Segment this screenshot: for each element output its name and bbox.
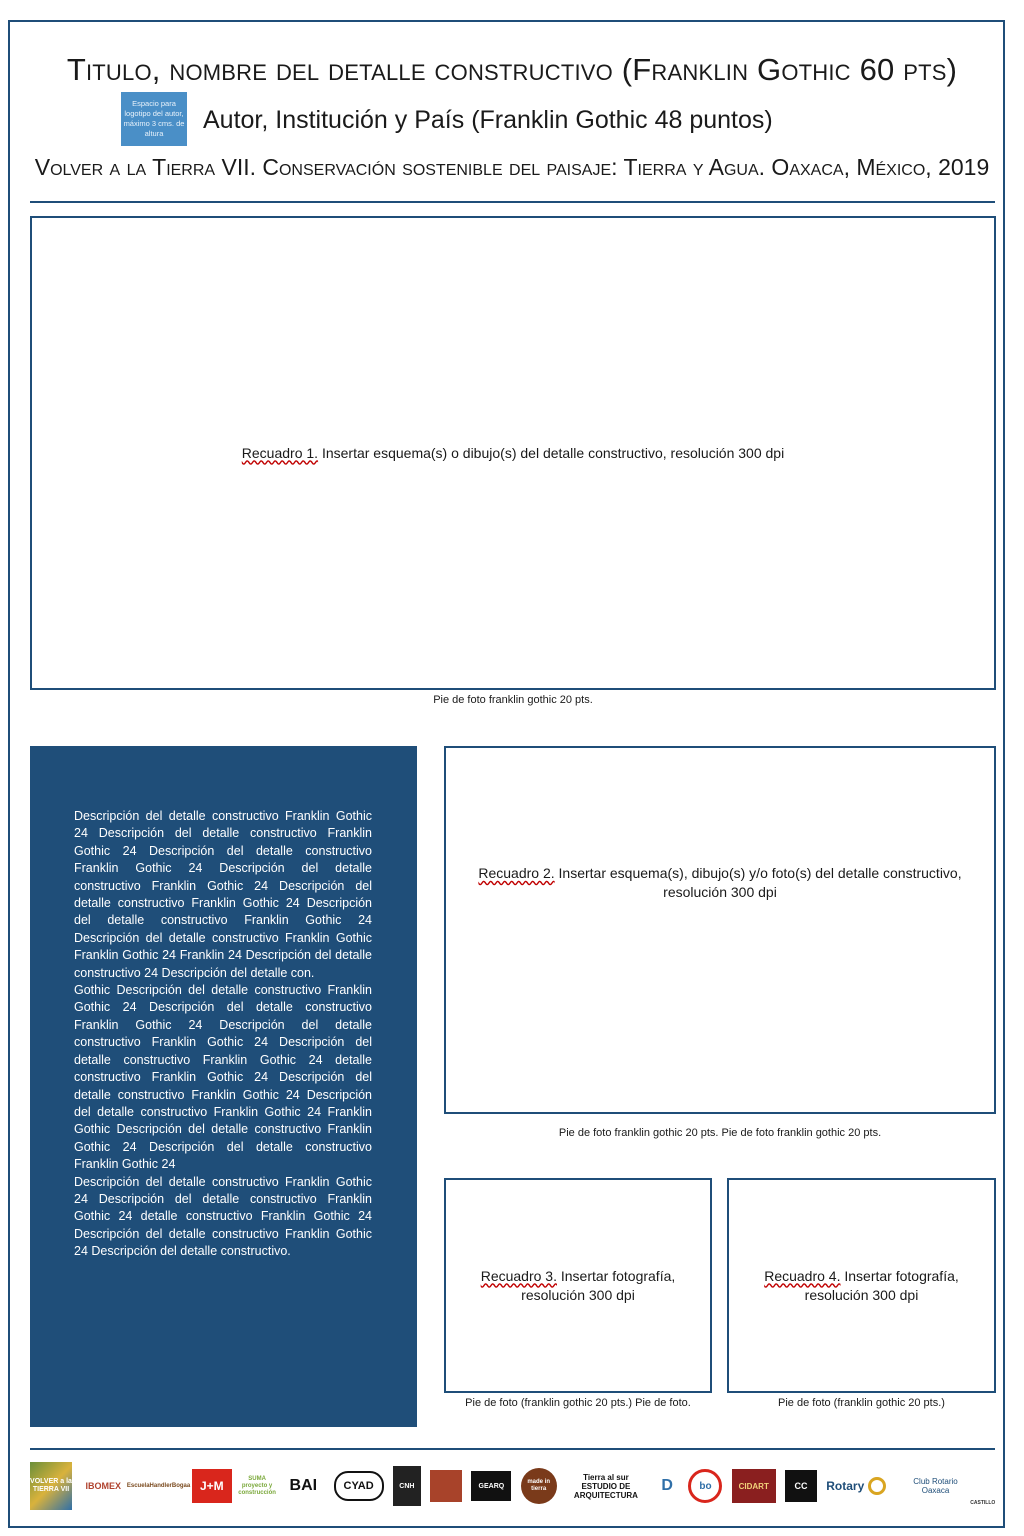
description-text bbox=[74, 808, 372, 1261]
recuadro-4-text: Insertar fotografía, resolución 300 dpi bbox=[804, 1267, 959, 1303]
recuadro-1-caption: Pie de foto franklin gothic 20 pts. bbox=[433, 694, 593, 706]
description-paragraph: Descripción del detalle constructivo Franklin Gothic 24 Descripción del detalle constructivo Franklin Gothic 24 detalle constructivo Franklin Gothic 24 Descripción del detalle constructivo Franklin Gothic 24 Descripción del detalle constructivo. bbox=[74, 1174, 372, 1259]
recuadro-3-text: Insertar fotografía, resolución 300 dpi bbox=[521, 1267, 676, 1303]
recuadro-2-caption: Pie de foto franklin gothic 20 pts. Pie de foto franklin gothic 20 pts. bbox=[558, 1127, 882, 1139]
cidart-logo: CIDART bbox=[732, 1469, 776, 1503]
rotary-logo: Rotary bbox=[826, 1471, 900, 1501]
recuadro-2 bbox=[444, 746, 996, 1114]
event-subtitle: Volver a la Tierra VII. Conservación sostenible del paisaje: Tierra y Agua. Oaxaca, México, 2019 bbox=[34, 154, 990, 180]
jm-logo: J+M bbox=[192, 1469, 232, 1503]
cyad-logo: CYAD bbox=[334, 1471, 384, 1501]
ibomex-logo: IBOMEX bbox=[85, 1481, 122, 1491]
description-paragraph: Gothic Descripción del detalle constructivo Franklin Gothic 24 Descripción del detalle constructivo Franklin Gothic 24 Descripción del detalle constructivo Franklin Gothic 24 Descripción del detalle constructivo Franklin Gothic 24 detalle constructivo Franklin Gothic 24 Descripción del detalle constructivo Franklin Gothic 24 Descripción del detalle constructivo Franklin Gothic 24 Franklin Gothic Descripción del detalle constructivo Franklin Gothic 24 Descripción del detalle constructivo Franklin Gothic 24 bbox=[74, 983, 372, 1172]
volver-a-la-tierra-logo: VOLVER a la TIERRA VII bbox=[30, 1462, 72, 1510]
recuadro-2-label: Recuadro 2. bbox=[478, 865, 555, 881]
recuadro-3-label: Recuadro 3. bbox=[480, 1267, 557, 1284]
escuela-logo: EscuelaHandlerBogaa bbox=[126, 1483, 191, 1489]
logo-9 bbox=[430, 1470, 462, 1502]
footer-divider bbox=[30, 1448, 995, 1450]
description-panel bbox=[30, 746, 417, 1427]
sponsor-logos bbox=[30, 1460, 995, 1512]
suma-logo: SUMA proyecto y construcción bbox=[238, 1475, 276, 1496]
recuadro-4 bbox=[727, 1178, 996, 1393]
gearq-logo: GEARQ bbox=[471, 1471, 511, 1501]
recuadro-1-label: Recuadro 1. bbox=[241, 444, 319, 461]
author-line: Autor, Institución y País (Franklin Gothic 48 puntos) bbox=[203, 106, 773, 134]
author-logo-placeholder: Espacio para logotipo del autor, máximo 3 cms. de altura bbox=[121, 92, 187, 146]
recuadro-1 bbox=[30, 216, 996, 690]
club-rotario-logo: Club Rotario Oaxaca bbox=[913, 1477, 958, 1495]
recuadro-1-text: Insertar esquema(s) o dibujo(s) del detalle constructivo, resolución 300 dpi bbox=[318, 444, 785, 461]
bo-logo: bo bbox=[688, 1469, 722, 1503]
cnh-logo: CNH bbox=[393, 1466, 421, 1506]
bai-logo: BAI bbox=[289, 1477, 318, 1494]
d-logo: D bbox=[661, 1477, 673, 1494]
made-in-tierra-logo: made in tierra bbox=[521, 1468, 557, 1504]
recuadro-4-label: Recuadro 4. bbox=[764, 1267, 841, 1284]
recuadro-3 bbox=[444, 1178, 712, 1393]
header-divider bbox=[30, 201, 995, 203]
cc-logo: CC bbox=[785, 1470, 817, 1502]
description-paragraph: Descripción del detalle constructivo Franklin Gothic 24 Descripción del detalle constructivo Franklin Gothic 24 Descripción del detalle constructivo Franklin Gothic 24 Descripción del detalle constructivo Franklin Gothic 24 Descripción del detalle constructivo Franklin Gothic 24 Descripción del detalle constructivo Franklin Gothic 24 Descripción del detalle constructivo Franklin Gothic Franklin Gothic 24 Franklin 24 Descripción del detalle constructivo 24 Descripción del detalle con. bbox=[74, 809, 372, 980]
recuadro-4-caption: Pie de foto (franklin gothic 20 pts.) bbox=[778, 1397, 945, 1409]
castillo-logo: CASTILLO bbox=[970, 1500, 996, 1506]
tierra-al-sur-logo: Tierra al sur ESTUDIO DE ARQUITECTURA bbox=[573, 1472, 638, 1500]
poster-title: Titulo, nombre del detalle constructivo (Franklin Gothic 60 pts) bbox=[66, 52, 958, 87]
recuadro-2-text: Insertar esquema(s), dibujo(s) y/o foto(s) del detalle constructivo, resolución 300 dpi bbox=[554, 865, 962, 900]
recuadro-3-caption: Pie de foto (franklin gothic 20 pts.) Pie de foto. bbox=[465, 1397, 691, 1409]
